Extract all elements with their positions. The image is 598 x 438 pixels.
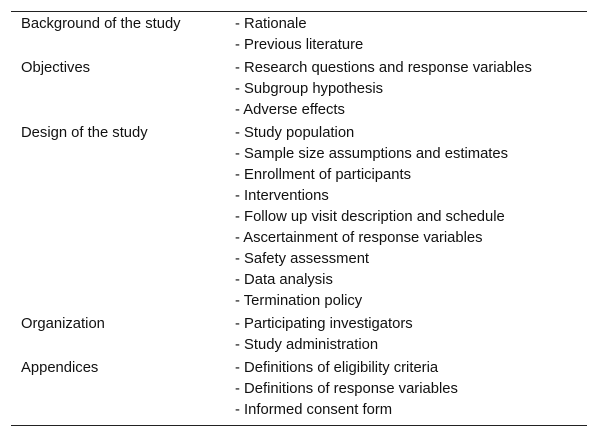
section-items [235,56,587,121]
table-row [11,14,587,56]
section-label: Background of the study [21,16,181,32]
list-item: - Interventions [235,188,329,204]
table-row [11,121,587,312]
table-body [11,14,587,421]
table-row [11,56,587,121]
list-item: - Informed consent form [235,402,393,418]
list-item: - Participating investigators [235,316,413,332]
list-item: - Study administration [235,337,379,353]
section-label: Design of the study [21,125,148,141]
list-item: - Follow up visit description and schedule [235,209,505,225]
protocol-outline-table [11,11,587,426]
table-row [11,356,587,421]
list-item: - Safety assessment [235,251,370,267]
section-items [235,14,587,56]
section-label: Appendices [21,360,99,376]
list-item: - Research questions and response variables [235,60,532,76]
list-item: - Study population [235,125,355,141]
list-item: - Termination policy [235,293,363,309]
list-item: - Subgroup hypothesis [235,81,384,97]
list-item: - Definitions of eligibility criteria [235,360,439,376]
section-label: Objectives [21,60,91,76]
list-item: - Previous literature [235,37,364,53]
section-items [235,121,587,312]
section-items [235,356,587,421]
outline-table [11,14,587,421]
list-item: - Ascertainment of response variables [235,230,483,246]
section-label: Organization [21,316,105,332]
table-row [11,312,587,356]
list-item: - Sample size assumptions and estimates [235,146,509,162]
list-item: - Enrollment of participants [235,167,411,183]
list-item: - Rationale [235,16,307,32]
list-item: - Data analysis [235,272,333,288]
list-item: - Definitions of response variables [235,381,458,397]
section-items [235,312,587,356]
list-item: - Adverse effects [235,102,345,118]
